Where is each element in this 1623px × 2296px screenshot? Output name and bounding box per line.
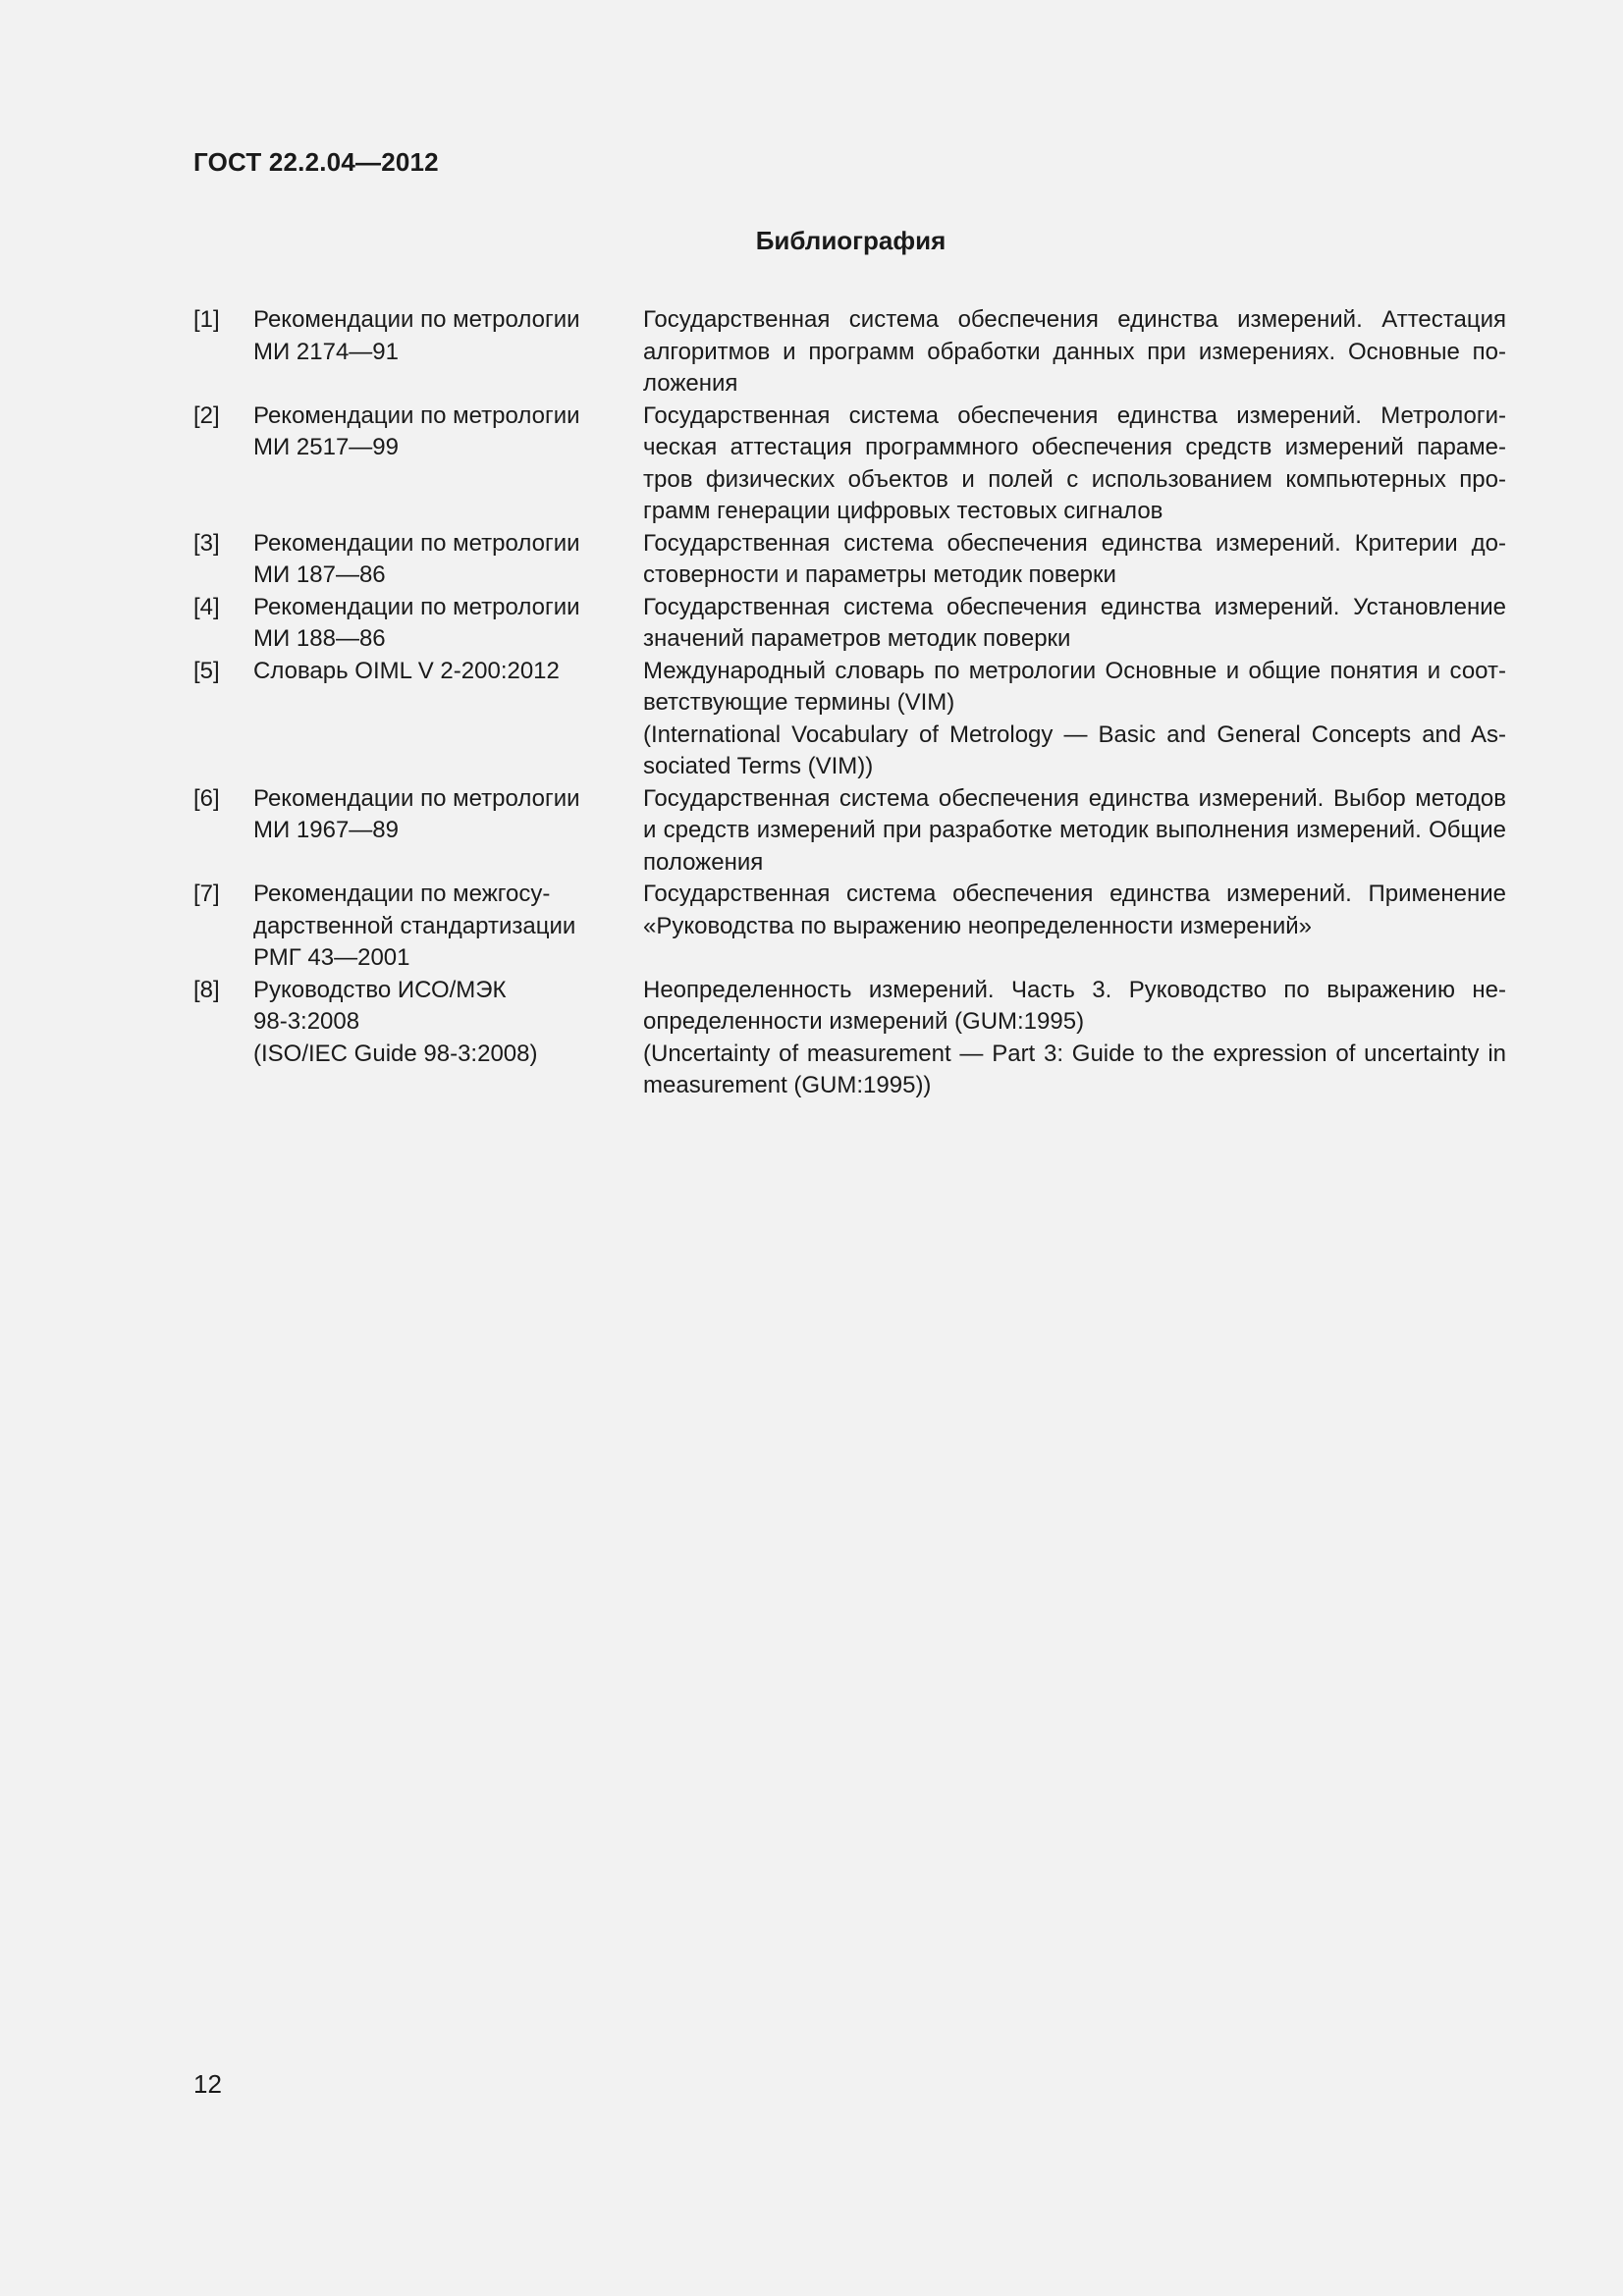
entry-number: [2] [193,401,220,429]
section-title: Библиография [755,226,947,255]
bibliography-entry [193,400,1506,528]
entry-source-line: МИ 187—86 [253,561,386,588]
bibliography-entry [193,656,1506,783]
entry-number: [7] [193,881,220,907]
entry-description-text: Государственная система обеспечения единства измерений. Метрологическая аттестация программного обеспечения средств измерений параметров физических объектов и полей с использованием компьютерных программ генерации цифровых тестовых сигналов [643,401,1506,524]
entry-description-text: Государственная система обеспечения единства измерений. Аттестация алгоритмов и программ обработки данных при измерениях. Основные положения [643,306,1506,397]
entry-source-line: МИ 2517—99 [253,434,399,460]
entry-source [253,304,643,368]
entry-source [253,592,643,656]
entry-description-text: Неопределенность измерений. Часть 3. Руководство по выражению неопределенности измерений (GUM:1995) [643,976,1506,1035]
entry-description-text: (Uncertainty of measurement — Part 3: Guide to the expression of uncertainty in measurement (GUM:1995)) [643,1040,1506,1098]
entry-description [643,975,1506,1102]
entry-description-text: Государственная система обеспечения единства измерений. Установление значений параметров методик поверки [643,593,1506,652]
document-code: ГОСТ 22.2.04—2012 [193,147,439,177]
entry-source-line: Словарь OIML V 2-200:2012 [253,657,560,684]
entry-source [253,528,643,592]
entry-description [643,592,1506,656]
entry-description [643,879,1506,942]
entry-description-text: Государственная система обеспечения единства измерений. Выбор методов и средств измерений при разработке методик выполнения измерений. Общие положения [643,784,1506,876]
bibliography-entry [193,783,1506,880]
page-number: 12 [193,2069,222,2099]
entry-source-line: МИ 2174—91 [253,338,399,365]
entry-number: [1] [193,306,220,333]
entry-description-text: Международный словарь по метрологии Основные и общие понятия и соответствующие термины (VIM) [643,657,1506,716]
entry-description-text: Государственная система обеспечения единства измерений. Применение «Руководства по выражению неопределенности измерений» [643,881,1506,939]
entry-description [643,656,1506,783]
entry-description [643,304,1506,400]
entry-description-text: (International Vocabulary of Metrology — Basic and General Concepts and Associated Terms (VIM)) [643,721,1506,779]
entry-number: [6] [193,784,220,812]
entry-source [253,975,643,1071]
entry-description-text: Государственная система обеспечения единства измерений. Критерии достоверности и параметры методик поверки [643,529,1506,588]
entry-source-line: дарственной стандартизации [253,912,576,939]
entry-description [643,400,1506,528]
entry-number: [8] [193,976,220,1003]
entry-source-line: (ISO/IEC Guide 98-3:2008) [253,1040,538,1067]
entry-number: [5] [193,657,220,684]
entry-source-line: Рекомендации по метрологии [253,529,580,557]
entry-source-line: Рекомендации по метрологии [253,784,580,812]
bibliography-list [193,304,1506,1102]
entry-source-line: МИ 188—86 [253,625,386,652]
entry-source-line: РМГ 43—2001 [253,944,410,971]
entry-source-line: Рекомендации по метрологии [253,306,580,333]
entry-number: [3] [193,529,220,557]
entry-source-line: 98-3:2008 [253,1008,360,1035]
entry-source [253,656,643,688]
entry-source-line: Руководство ИСО/МЭК [253,976,507,1003]
bibliography-entry [193,528,1506,592]
entry-description [643,783,1506,880]
entry-source [253,783,643,847]
bibliography-entry [193,879,1506,975]
entry-source-line: Рекомендации по межгосу- [253,881,551,907]
entry-source-line: Рекомендации по метрологии [253,401,580,429]
entry-source-line: МИ 1967—89 [253,817,399,843]
entry-description [643,528,1506,592]
bibliography-entry [193,592,1506,656]
entry-source [253,879,643,975]
bibliography-entry [193,304,1506,400]
bibliography-entry [193,975,1506,1102]
entry-source [253,400,643,464]
entry-number: [4] [193,593,220,620]
entry-source-line: Рекомендации по метрологии [253,593,580,620]
